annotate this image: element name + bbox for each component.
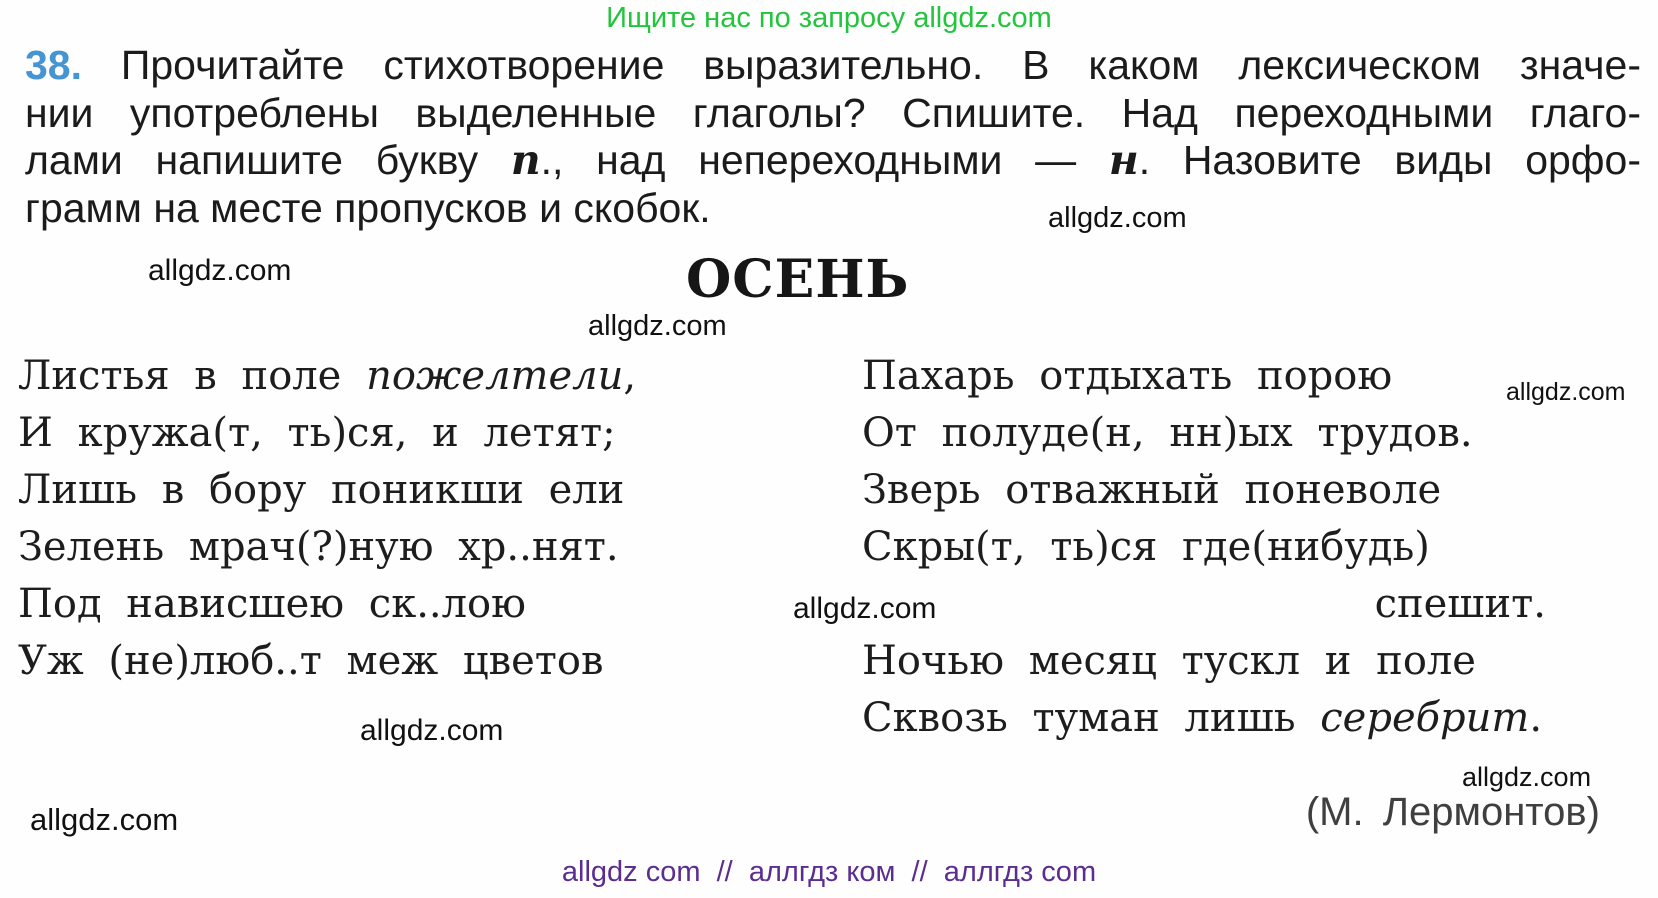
watermark: allgdz.com: [30, 802, 179, 837]
text-line: [862, 348, 1546, 405]
text-segment: ., над непереходными —: [540, 137, 1109, 183]
text-segment: .: [1529, 695, 1543, 741]
text-line: [25, 90, 1641, 138]
text-line: [18, 576, 748, 633]
text-line: [18, 633, 748, 690]
text-segment: п: [510, 136, 541, 184]
text-line: [862, 462, 1546, 519]
text-line: [18, 519, 748, 576]
text-line: [862, 519, 1546, 576]
text-line: [862, 633, 1546, 690]
text-segment: спешит.: [1374, 581, 1546, 627]
text-line: [25, 42, 1641, 90]
watermark: allgdz.com: [360, 714, 504, 747]
text-segment: И кружа(т, ть)ся, и летят;: [18, 410, 616, 456]
text-segment: Скры(т, ть)ся где(нибудь): [862, 524, 1430, 570]
exercise-number: 38.: [25, 42, 82, 88]
text-segment: От полуде(н, нн)ых трудов.: [862, 410, 1473, 456]
text-segment: Сквозь туман лишь: [862, 695, 1321, 741]
footer-links: allgdz com // аллгдз ком // аллгдз com: [561, 856, 1097, 888]
text-segment: Листья в поле: [18, 353, 367, 399]
text-line: [18, 348, 748, 405]
text-line: [862, 576, 1546, 633]
text-segment: пожелтели: [366, 353, 624, 399]
text-line: [18, 405, 748, 462]
text-line: [25, 185, 1641, 233]
text-segment: Зверь отважный поневоле: [862, 467, 1442, 513]
text-segment: Прочитайте стихотворение выразительно. В каком лексическом значе-: [82, 42, 1641, 88]
watermark: allgdz.com: [148, 254, 292, 287]
poem-left-column: [18, 348, 748, 690]
text-segment: Ночью месяц тускл и поле: [862, 638, 1476, 684]
text-segment: Уж (не)люб..т меж цветов: [18, 638, 604, 684]
watermark: allgdz.com: [1462, 762, 1592, 792]
text-segment: Пахарь отдыхать порою: [862, 353, 1393, 399]
text-line: [862, 690, 1546, 747]
text-segment: . Назовите виды орфо-: [1138, 137, 1641, 183]
text-segment: серебрит: [1320, 695, 1530, 741]
text-segment: нии употреблены выделенные глаголы? Спишите. Над переходными глаго-: [25, 89, 1641, 136]
watermark: allgdz.com: [793, 592, 937, 625]
text-segment: Зелень мрач(?)ную хр..нят.: [18, 524, 619, 570]
watermark: allgdz.com: [1506, 378, 1626, 406]
text-segment: лами напишите букву: [25, 137, 511, 183]
text-line: [18, 462, 748, 519]
poem-title: ОСЕНЬ: [686, 249, 910, 310]
text-line: [25, 137, 1641, 185]
text-line: [862, 405, 1546, 462]
text-segment: Под нависшею ск..лою: [18, 581, 526, 627]
text-segment: ,: [623, 353, 637, 399]
text-segment: Лишь в бору поникши ели: [18, 467, 625, 513]
poem-right-column: [862, 348, 1546, 747]
text-segment: грамм на месте пропусков и скобок.: [25, 184, 711, 231]
exercise-instruction: [25, 42, 1641, 232]
watermark: allgdz.com: [1048, 202, 1187, 234]
watermark: allgdz.com: [588, 310, 727, 342]
text-segment: н: [1108, 136, 1139, 184]
poem-author: (М. Лермонтов): [1305, 790, 1600, 834]
promo-banner: Ищите нас по запросу allgdz.com: [606, 2, 1052, 34]
